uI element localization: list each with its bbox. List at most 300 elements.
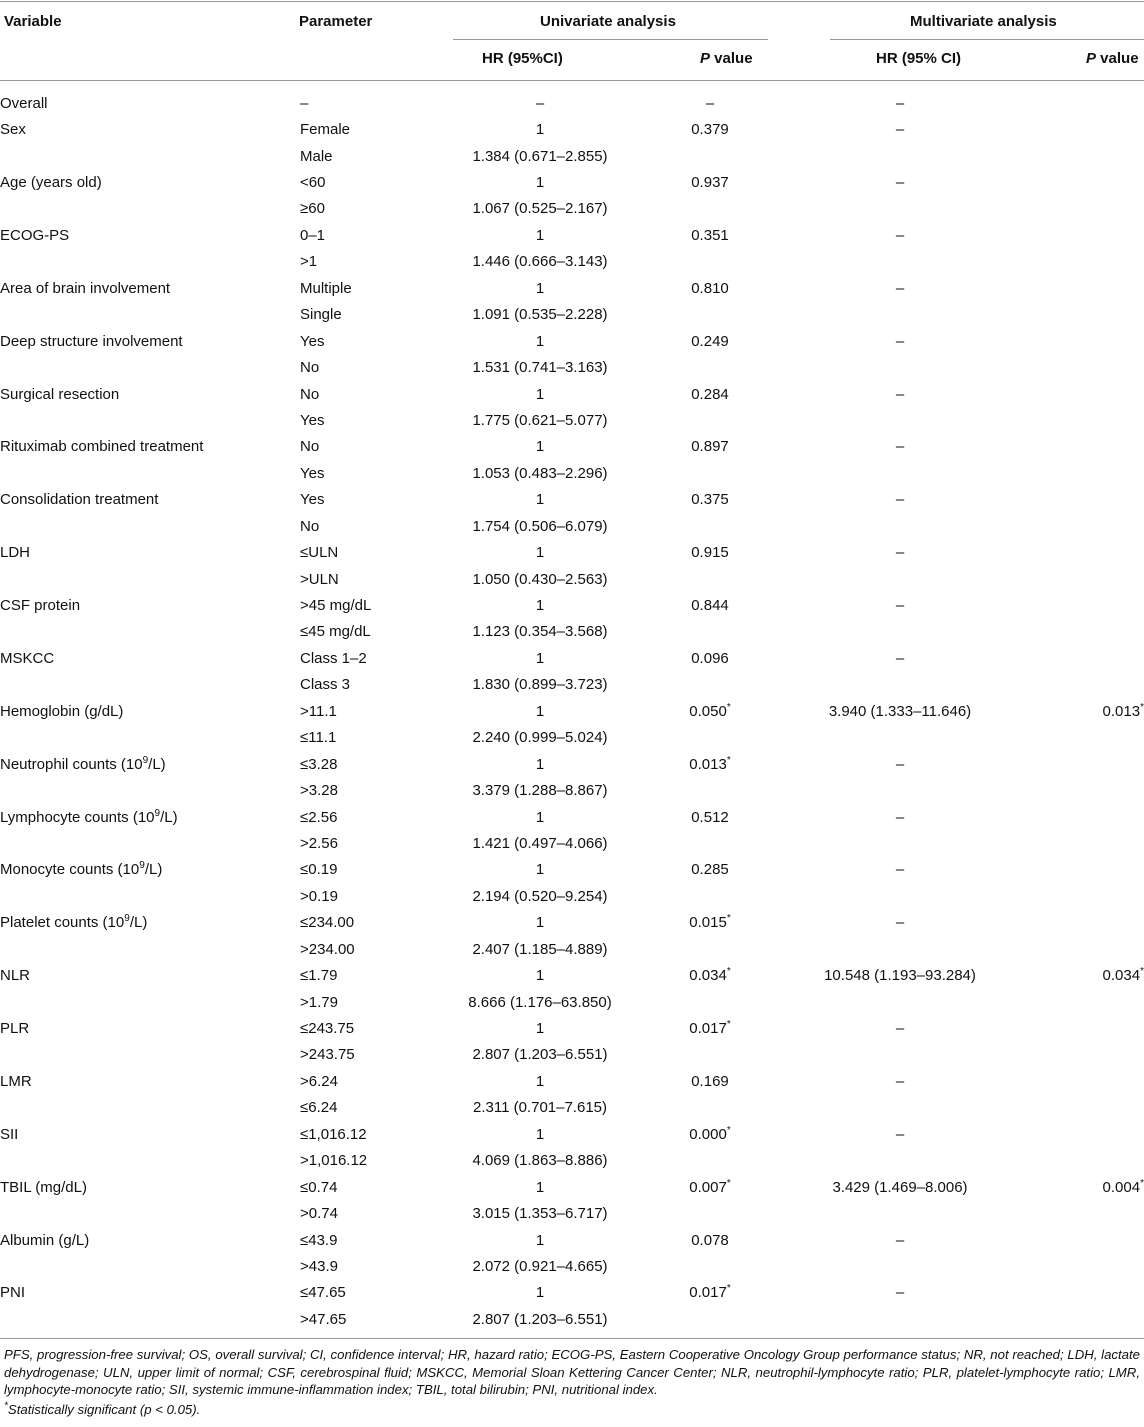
row-variable [0,936,300,962]
row-variable: Sex [0,121,26,139]
header-uni-hr: HR (95%CI) [482,50,563,67]
row-multivariate-hr: 3.429 (1.469–8.006) [832,1178,968,1196]
row-parameter: >45 mg/dL [300,597,372,615]
row-multivariate-hr: – [895,279,905,297]
row-variable [0,989,300,1015]
row-parameter: Yes [300,411,325,429]
row-multivariate-hr: – [895,385,905,403]
row-multivariate-hr: – [895,121,905,139]
row-univariate-p [625,1253,795,1279]
row-parameter: >ULN [300,570,339,588]
row-multivariate-hr: 10.548 (1.193–93.284) [824,967,976,985]
row-multivariate-hr [795,249,1005,275]
row-univariate-hr: 2.194 (0.520–9.254) [472,887,608,905]
row-parameter: ≤ULN [300,544,339,562]
table-bottom-rule [0,1338,1144,1339]
row-variable [0,354,300,380]
row-variable [0,302,300,328]
row-univariate-p: 0.050* [689,701,731,720]
row-univariate-p [625,302,795,328]
row-variable [0,1253,300,1279]
row-univariate-p: 0.285 [691,861,729,879]
row-parameter: Yes [300,332,325,350]
table-row [0,275,1144,301]
row-univariate-hr: 1 [535,649,545,667]
row-multivariate-hr [795,989,1005,1015]
row-multivariate-hr [795,672,1005,698]
row-parameter: ≤43.9 [300,1231,338,1249]
row-parameter: Yes [300,464,325,482]
row-univariate-hr: 1 [535,597,545,615]
row-variable: Overall [0,94,48,112]
row-univariate-hr: 1 [535,438,545,456]
row-univariate-hr: 1 [535,1072,545,1090]
table-row [0,249,1144,275]
row-univariate-p: 0.937 [691,174,729,192]
table-row [0,1200,1144,1226]
row-multivariate-hr [795,196,1005,222]
row-variable: PLR [0,1020,30,1038]
row-multivariate-p [1005,249,1144,275]
row-parameter: No [300,438,320,456]
table-row [0,883,1144,909]
row-variable: Hemoglobin (g/dL) [0,702,124,720]
row-variable [0,777,300,803]
table-body [0,90,1144,1333]
table-row [0,539,1144,565]
table-row [0,328,1144,354]
row-univariate-hr: 1.384 (0.671–2.855) [472,147,608,165]
row-univariate-hr: 1.421 (0.497–4.066) [472,834,608,852]
row-multivariate-hr: 3.940 (1.333–11.646) [828,702,972,720]
table-row [0,1121,1144,1147]
row-parameter: ≤6.24 [300,1099,338,1117]
row-parameter: ≤243.75 [300,1020,355,1038]
row-univariate-hr: 1 [535,861,545,879]
row-univariate-hr: 1.531 (0.741–3.163) [472,359,608,377]
row-univariate-p: 0.078 [691,1231,729,1249]
table-row [0,645,1144,671]
row-univariate-p: 0.015* [689,913,731,932]
table-row [0,1015,1144,1041]
row-parameter: Multiple [300,279,352,297]
row-parameter: Class 1–2 [300,649,367,667]
row-parameter: >1 [300,253,318,271]
row-univariate-hr: 2.240 (0.999–5.024) [472,729,608,747]
row-parameter: ≤0.74 [300,1178,338,1196]
row-variable: TBIL (mg/dL) [0,1178,87,1196]
univariate-subrule [453,39,768,40]
row-univariate-hr: 1 [535,332,545,350]
row-multivariate-hr [795,1253,1005,1279]
row-univariate-hr: 1 [535,914,545,932]
row-multivariate-hr: – [895,649,905,667]
row-multivariate-p [1005,830,1144,856]
row-univariate-p: 0.017* [689,1019,731,1038]
row-univariate-p [625,513,795,539]
row-multivariate-p [1005,1148,1144,1174]
row-parameter: >0.74 [300,1205,338,1223]
row-multivariate-p [1005,143,1144,169]
row-variable [0,460,300,486]
row-variable [0,619,300,645]
row-multivariate-p [1005,460,1144,486]
row-parameter: ≥60 [300,200,325,218]
row-multivariate-hr [795,302,1005,328]
row-multivariate-p [1005,1306,1144,1332]
table-row [0,857,1144,883]
row-parameter: >3.28 [300,782,338,800]
row-multivariate-p [1005,354,1144,380]
row-parameter: No [300,385,320,403]
row-parameter: >47.65 [300,1310,347,1328]
row-univariate-p [625,619,795,645]
row-variable [0,883,300,909]
row-univariate-hr: 2.311 (0.701–7.615) [473,1099,607,1117]
row-multivariate-p [1005,725,1144,751]
row-univariate-hr: 1.830 (0.899–3.723) [472,676,608,694]
row-multivariate-p [1005,1015,1144,1041]
row-univariate-hr: 1.446 (0.666–3.143) [472,253,608,271]
row-univariate-p: 0.915 [691,544,729,562]
row-univariate-p [625,1148,795,1174]
row-multivariate-hr: – [895,174,905,192]
row-parameter: >6.24 [300,1072,338,1090]
row-univariate-hr: 1.775 (0.621–5.077) [472,411,608,429]
row-multivariate-p [1005,1253,1144,1279]
row-multivariate-hr [795,619,1005,645]
row-variable [0,196,300,222]
row-multivariate-hr [795,1306,1005,1332]
row-multivariate-p [1005,672,1144,698]
row-univariate-p: 0.379 [691,121,729,139]
row-variable: Monocyte counts $(10^9/L)$ [0,860,163,879]
header-multi-p: P value [1086,50,1139,67]
row-univariate-hr: 1 [535,808,545,826]
row-multivariate-p [1005,1227,1144,1253]
row-multivariate-p: 0.004* [1102,1177,1144,1196]
row-univariate-p [625,1306,795,1332]
table-row [0,1306,1144,1332]
row-multivariate-hr: – [895,914,905,932]
row-variable: Deep structure involvement [0,332,183,350]
row-multivariate-p [1005,1121,1144,1147]
row-parameter: ≤3.28 [300,755,338,773]
row-multivariate-p [1005,222,1144,248]
row-variable: CSF protein [0,597,81,615]
table-row [0,1280,1144,1306]
table-row [0,1148,1144,1174]
row-univariate-p [625,989,795,1015]
row-univariate-p [625,1095,795,1121]
row-variable: Surgical resection [0,385,120,403]
table-row [0,116,1144,142]
row-multivariate-p [1005,1042,1144,1068]
row-multivariate-hr: – [895,1125,905,1143]
row-univariate-hr: – [535,94,545,112]
row-multivariate-hr [795,777,1005,803]
row-univariate-p [625,407,795,433]
table-row [0,407,1144,433]
row-univariate-hr: 2.407 (1.185–4.889) [472,940,608,958]
multivariate-subrule [830,39,1144,40]
row-univariate-hr: 1 [535,1231,545,1249]
row-univariate-p [625,249,795,275]
row-multivariate-p [1005,169,1144,195]
table-row [0,1042,1144,1068]
row-variable: Age (years old) [0,174,102,192]
row-univariate-p: 0.249 [691,332,729,350]
row-multivariate-p [1005,328,1144,354]
row-multivariate-hr: – [895,755,905,773]
row-univariate-p: 0.284 [691,385,729,403]
row-variable [0,407,300,433]
table-row [0,196,1144,222]
row-univariate-p [625,672,795,698]
row-univariate-hr: 1.754 (0.506–6.079) [472,517,608,535]
row-parameter: >234.00 [300,940,355,958]
row-multivariate-hr: – [895,808,905,826]
row-multivariate-hr [795,1042,1005,1068]
table-row [0,1227,1144,1253]
row-parameter: No [300,359,320,377]
row-univariate-hr: 1.053 (0.483–2.296) [472,464,608,482]
row-univariate-p: 0.375 [691,491,729,509]
row-multivariate-p [1005,619,1144,645]
row-parameter: ≤1.79 [300,967,338,985]
table-row [0,90,1144,116]
row-univariate-hr: 1 [535,1125,545,1143]
row-univariate-hr: 1.050 (0.430–2.563) [472,570,608,588]
row-multivariate-p [1005,539,1144,565]
row-parameter: Male [300,147,333,165]
table-row [0,487,1144,513]
row-univariate-p: 0.844 [691,597,729,615]
table-row [0,910,1144,936]
table-row [0,1253,1144,1279]
table-row [0,619,1144,645]
row-multivariate-p [1005,1200,1144,1226]
row-parameter: Single [300,306,342,324]
row-parameter: >243.75 [300,1046,355,1064]
row-univariate-hr: 1 [535,755,545,773]
row-univariate-p: 0.000* [689,1124,731,1143]
row-multivariate-hr: – [895,1072,905,1090]
row-parameter: ≤2.56 [300,808,338,826]
significance-note: *Statistically significant (p < 0.05). [4,1400,201,1417]
row-multivariate-hr: – [895,226,905,244]
table-row [0,566,1144,592]
row-variable: SII [0,1125,19,1143]
row-univariate-p [625,1200,795,1226]
row-univariate-p: 0.512 [691,808,729,826]
row-multivariate-p [1005,804,1144,830]
row-univariate-hr: 1.091 (0.535–2.228) [472,306,608,324]
row-variable [0,1200,300,1226]
row-parameter: – [300,94,309,112]
row-univariate-p: 0.007* [689,1177,731,1196]
row-parameter: >11.1 [300,702,337,720]
row-parameter: >2.56 [300,834,338,852]
row-variable: MSKCC [0,649,55,667]
row-multivariate-hr: – [895,1020,905,1038]
row-univariate-p [625,1042,795,1068]
row-multivariate-p [1005,434,1144,460]
row-parameter: ≤11.1 [300,729,337,747]
row-parameter: >0.19 [300,887,338,905]
row-univariate-hr: 1 [535,491,545,509]
row-multivariate-hr [795,830,1005,856]
row-univariate-hr: 8.666 (1.176–63.850) [468,993,612,1011]
row-multivariate-p [1005,381,1144,407]
row-multivariate-p [1005,883,1144,909]
header-multivariate: Multivariate analysis [910,13,1057,30]
table-row [0,936,1144,962]
row-multivariate-p [1005,1095,1144,1121]
row-multivariate-p [1005,196,1144,222]
row-multivariate-hr [795,936,1005,962]
row-variable: PNI [0,1284,26,1302]
row-variable: Platelet counts $(10^9/L)$ [0,913,148,932]
row-univariate-hr: 3.379 (1.288–8.867) [472,782,608,800]
row-variable [0,1095,300,1121]
row-univariate-p [625,143,795,169]
row-variable [0,566,300,592]
row-multivariate-hr: – [895,438,905,456]
row-univariate-p: – [705,94,715,112]
row-variable: Neutrophil counts $(10^9/L)$ [0,754,166,773]
row-univariate-p: 0.897 [691,438,729,456]
table-row [0,830,1144,856]
row-univariate-hr: 2.072 (0.921–4.665) [472,1257,608,1275]
row-multivariate-p: 0.034* [1102,966,1144,985]
table-row [0,989,1144,1015]
row-variable [0,830,300,856]
row-parameter: No [300,517,320,535]
row-multivariate-p [1005,857,1144,883]
row-variable: LMR [0,1072,32,1090]
row-univariate-p: 0.017* [689,1283,731,1302]
row-univariate-hr: 2.807 (1.203–6.551) [472,1310,608,1328]
row-multivariate-hr [795,1095,1005,1121]
header-multi-hr: HR (95% CI) [876,50,962,67]
row-multivariate-hr [795,883,1005,909]
row-multivariate-p [1005,1280,1144,1306]
row-multivariate-hr: – [895,597,905,615]
row-univariate-hr: 1.123 (0.354–3.568) [472,623,608,641]
row-multivariate-p [1005,513,1144,539]
row-variable [0,725,300,751]
row-variable [0,672,300,698]
row-univariate-p: 0.351 [691,226,729,244]
row-variable: Albumin (g/L) [0,1231,90,1249]
row-univariate-hr: 1 [535,121,545,139]
row-univariate-hr: 1 [535,385,545,403]
header-uni-p: P value [700,50,753,67]
row-univariate-p [625,777,795,803]
row-univariate-hr: 3.015 (1.353–6.717) [472,1205,608,1223]
row-univariate-p [625,460,795,486]
table-row [0,962,1144,988]
row-multivariate-p [1005,407,1144,433]
table-row [0,725,1144,751]
row-parameter: >1.79 [300,993,338,1011]
table-row [0,143,1144,169]
row-univariate-hr: 2.807 (1.203–6.551) [472,1046,608,1064]
row-multivariate-hr [795,143,1005,169]
row-variable [0,1306,300,1332]
row-multivariate-hr [795,725,1005,751]
row-parameter: 0–1 [300,226,326,244]
row-variable: Area of brain involvement [0,279,171,297]
table-top-rule [0,1,1144,2]
row-multivariate-p [1005,989,1144,1015]
table-row [0,777,1144,803]
row-variable [0,249,300,275]
row-variable: NLR [0,967,31,985]
row-parameter: ≤1,016.12 [300,1125,367,1143]
row-multivariate-hr: – [895,1284,905,1302]
row-multivariate-hr [795,407,1005,433]
row-multivariate-p [1005,751,1144,777]
row-variable [0,513,300,539]
row-parameter: Class 3 [300,676,351,694]
row-univariate-hr: 1 [535,1284,545,1302]
row-variable: Rituximab combined treatment [0,438,204,456]
row-multivariate-hr [795,566,1005,592]
row-multivariate-hr: – [895,1231,905,1249]
row-multivariate-hr [795,1148,1005,1174]
row-multivariate-hr: – [895,332,905,350]
table-row [0,513,1144,539]
row-multivariate-p [1005,777,1144,803]
row-univariate-p [625,725,795,751]
row-variable: LDH [0,544,31,562]
row-variable: Lymphocyte counts $(10^9/L)$ [0,807,178,826]
header-bottom-rule [0,80,1144,81]
row-univariate-hr: 1.067 (0.525–2.167) [472,200,608,218]
row-multivariate-hr [795,1200,1005,1226]
row-univariate-p: 0.096 [691,649,729,667]
row-univariate-p [625,830,795,856]
row-parameter: ≤45 mg/dL [300,623,371,641]
row-univariate-p [625,354,795,380]
table-footnote: PFS, progression-free survival; OS, overall survival; CI, confidence interval; HR, hazard ratio; ECOG-PS, Eastern Cooperative Oncology Group performance status; NR, not reached; LDH, lactate dehydrogenase; ULN, upper limit of normal; CSF, cerebrospinal fluid; MSKCC, Memorial Sloan Kettering Cancer Center; NLR, neutrophil-lymphocyte ratio; PLR, platelet-lymphocyte ratio; LMR, lymphocyte-monocyte ratio; SII, systemic immune-inflammation index; TBIL, total bilirubin; PNI, nutritional index. [4,1347,1140,1397]
row-univariate-hr: 1 [535,1178,545,1196]
row-univariate-hr: 1 [535,967,545,985]
row-univariate-hr: 1 [535,544,545,562]
row-univariate-p: 0.810 [691,279,729,297]
row-parameter: >43.9 [300,1257,338,1275]
row-variable [0,1148,300,1174]
row-multivariate-hr: – [895,94,905,112]
row-variable [0,1042,300,1068]
row-univariate-hr: 1 [535,279,545,297]
table-row [0,698,1144,724]
row-multivariate-p: 0.013* [1102,701,1144,720]
row-parameter: Female [300,121,351,139]
row-univariate-p [625,936,795,962]
row-parameter: ≤234.00 [300,914,355,932]
table-row [0,592,1144,618]
row-multivariate-p [1005,487,1144,513]
row-univariate-p: 0.169 [691,1072,729,1090]
table-row [0,222,1144,248]
row-parameter: ≤47.65 [300,1284,346,1302]
row-multivariate-hr [795,460,1005,486]
table-row [0,381,1144,407]
row-multivariate-p [1005,566,1144,592]
